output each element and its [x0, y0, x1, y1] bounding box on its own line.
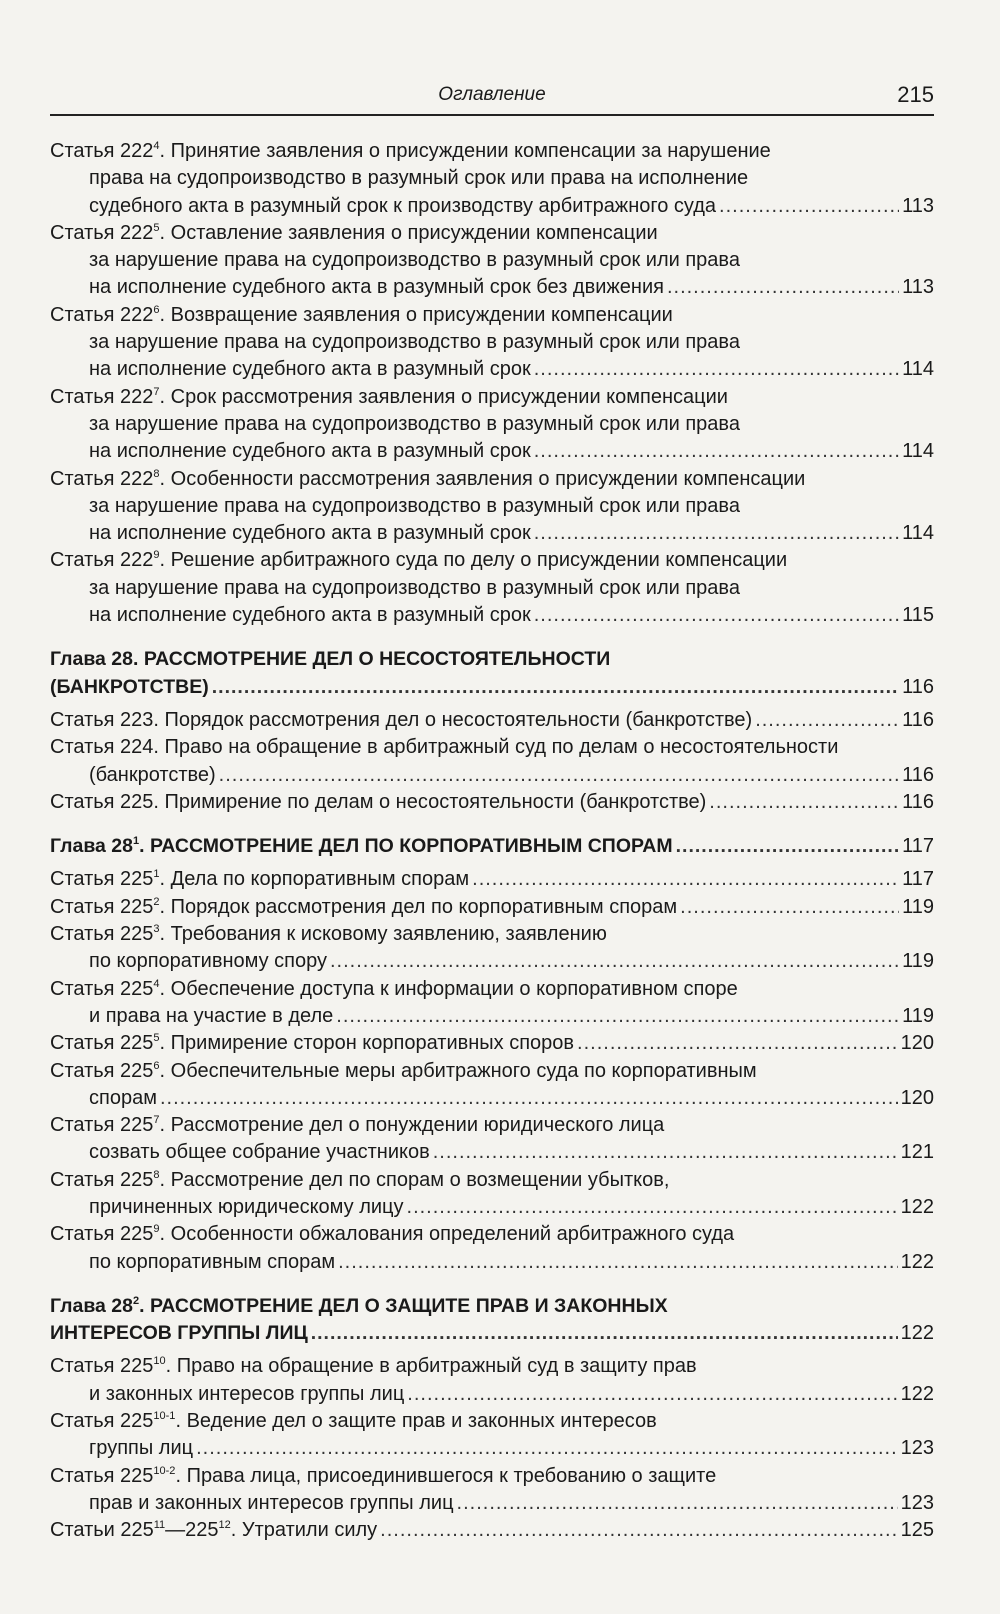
leader-dots	[676, 833, 899, 860]
toc-page-number: 125	[900, 1519, 934, 1542]
toc-page-number: 116	[902, 708, 934, 731]
toc-title: на исполнение судебного акта в разумный срок	[89, 522, 531, 545]
toc-chapter	[50, 833, 934, 860]
toc-entry	[50, 921, 934, 976]
toc-page-number: 113	[902, 276, 934, 299]
leader-dots	[680, 894, 899, 921]
toc-line	[50, 1139, 934, 1166]
toc-title: Срок рассмотрения заявления о присуждении компенсации	[170, 385, 728, 408]
toc-text	[89, 411, 740, 438]
toc-text: Статья $225^9$. Особенности обжалования определений арбитражного суда	[50, 1223, 735, 1246]
toc-superscript: 5	[153, 221, 160, 234]
toc-title: РАССМОТРЕНИЕ ДЕЛ О ЗАЩИТЕ ПРАВ И ЗАКОННЫХ	[149, 1294, 668, 1317]
toc-line	[50, 247, 934, 274]
toc-entry	[50, 384, 934, 466]
leader-dots	[336, 1003, 899, 1030]
toc-line	[50, 411, 934, 438]
toc-title: Оставление заявления о присуждении компенсации	[170, 221, 658, 244]
toc-prefix: Статья 222	[50, 303, 154, 326]
toc-text: Статья $222^8$. Особенности рассмотрения заявления о присуждении компенсации	[50, 467, 806, 490]
toc-title: за нарушение права на судопроизводство в разумный срок или права	[89, 576, 740, 599]
toc-entry	[50, 1167, 934, 1222]
toc-text: Статья $222^4$. Принятие заявления о присуждении компенсации за нарушение	[50, 140, 771, 162]
leader-dots	[219, 762, 899, 789]
toc-line	[50, 1167, 934, 1194]
toc-text: Статья $225^{10}$. Право на обращение в арбитражный суд в защиту прав	[50, 1355, 697, 1378]
toc-superscript: 8	[153, 1168, 160, 1181]
toc-prefix: Статьи 225	[50, 1519, 154, 1542]
toc-superscript: 10-1	[153, 1410, 176, 1423]
toc-prefix: Статья 222	[50, 385, 154, 408]
toc-text: Статья $225^7$. Рассмотрение дел о понуждении юридического лица	[50, 1114, 665, 1137]
toc-line	[50, 302, 934, 329]
toc-text	[50, 1320, 308, 1347]
leader-dots	[719, 193, 899, 220]
toc-text: Статья $225^4$. Обеспечение доступа к информации о корпоративном споре	[50, 977, 738, 1000]
toc-title: Возвращение заявления о присуждении компенсации	[170, 303, 673, 326]
toc-title: Обеспечительные меры арбитражного суда по корпоративным	[170, 1059, 757, 1082]
toc-title: на исполнение судебного акта в разумный срок без движения	[89, 276, 664, 299]
toc-line	[50, 220, 934, 247]
toc-text	[89, 1435, 193, 1462]
toc-title: Порядок рассмотрения дел по корпоративным спорам	[170, 895, 678, 918]
leader-dots	[667, 274, 899, 301]
toc-title: Рассмотрение дел о понуждении юридического лица	[170, 1114, 665, 1137]
toc-line	[50, 1030, 934, 1057]
toc-superscript: 12	[218, 1519, 231, 1532]
toc-superscript: 11	[153, 1519, 166, 1532]
toc-text	[89, 247, 740, 274]
toc-line	[50, 1085, 934, 1112]
toc-text	[50, 674, 209, 701]
toc-text: Статья $222^7$. Срок рассмотрения заявления о присуждении компенсации	[50, 385, 728, 408]
toc-line	[50, 384, 934, 411]
toc-title: на исполнение судебного акта в разумный срок	[89, 440, 531, 463]
toc-prefix: Статья 225	[50, 923, 154, 946]
toc-line	[50, 1249, 934, 1276]
toc-title: спорам	[89, 1086, 157, 1109]
leader-dots	[160, 1085, 898, 1112]
toc-title: РАССМОТРЕНИЕ ДЕЛ ПО КОРПОРАТИВНЫМ СПОРАМ	[149, 835, 673, 858]
toc-page-number: 114	[902, 440, 934, 463]
toc-text: Глава $28^1$. РАССМОТРЕНИЕ ДЕЛ ПО КОРПОРАТИВНЫМ СПОРАМ	[50, 835, 673, 858]
toc-entry	[50, 866, 934, 893]
toc-text: Статья 225$^{10-1}$. Ведение дел о защите прав и законных интересов	[50, 1410, 657, 1433]
toc-title: Примирение сторон корпоративных споров	[170, 1032, 575, 1055]
toc-text	[89, 329, 740, 356]
toc-superscript: 6	[153, 1059, 160, 1072]
toc-title: Право на обращение в арбитражный суд по делам о несостоятельности	[164, 736, 839, 759]
toc-line	[50, 438, 934, 465]
toc-title: судебного акта в разумный срок к производству арбитражного суда	[89, 194, 717, 217]
toc-superscript: 5	[153, 1032, 160, 1045]
toc-entry	[50, 1463, 934, 1518]
toc-title: на исполнение судебного акта в разумный срок	[89, 604, 531, 627]
toc-text: Статья $225^1$. Дела по корпоративным спорам	[50, 868, 470, 891]
toc-title: Особенности рассмотрения заявления о присуждении компенсации	[170, 467, 806, 490]
toc-text	[89, 193, 716, 220]
leader-dots	[534, 438, 899, 465]
leader-dots	[472, 866, 899, 893]
toc-prefix: Статья 225	[50, 977, 154, 1000]
toc-prefix: Статья 225	[50, 1114, 154, 1137]
toc-text	[89, 575, 740, 602]
toc-line	[50, 575, 934, 602]
toc-prefix: Статья 225	[50, 1168, 154, 1191]
toc-text: Статья 223. Порядок рассмотрения дел о несостоятельности (банкротстве)	[50, 708, 753, 731]
toc-title: за нарушение права на судопроизводство в разумный срок или права	[89, 249, 740, 272]
toc-line	[50, 1435, 934, 1462]
toc-text	[89, 165, 748, 192]
toc-text	[89, 1139, 430, 1166]
toc-line	[50, 894, 934, 921]
toc-text	[89, 1085, 157, 1112]
toc-page-number: 115	[902, 604, 934, 627]
toc-title: Принятие заявления о присуждении компенсации за нарушение	[170, 140, 771, 162]
toc-page-number: 117	[902, 835, 934, 858]
toc-page-number: 119	[902, 895, 934, 918]
toc-entry	[50, 734, 934, 789]
toc-text: Статьи $225^{11}—225^{12}$. Утратили силу	[50, 1519, 378, 1542]
toc-page-number: 121	[900, 1141, 934, 1164]
toc-line	[50, 1490, 934, 1517]
toc-prefix: Глава 28	[50, 835, 133, 858]
toc-entry	[50, 1221, 934, 1276]
leader-dots	[433, 1139, 898, 1166]
toc-line	[50, 734, 934, 761]
toc-superscript: 4	[153, 140, 160, 152]
toc-superscript: 9	[153, 1223, 160, 1236]
toc-title: Ведение дел о защите прав и законных интересов	[186, 1410, 657, 1433]
toc-page-number: 116	[902, 763, 934, 786]
toc-line	[50, 921, 934, 948]
toc-superscript: 7	[153, 1114, 160, 1127]
toc-prefix: Статья 224	[50, 736, 154, 759]
toc-line	[50, 1408, 934, 1435]
toc-entry	[50, 1408, 934, 1463]
toc-text: Статья $225^5$. Примирение сторон корпоративных споров	[50, 1032, 575, 1055]
toc-line	[50, 1463, 934, 1490]
toc-prefix: Глава 28	[50, 1294, 133, 1317]
toc-line	[50, 762, 934, 789]
toc-line	[50, 1381, 934, 1408]
toc-entry	[50, 1112, 934, 1167]
toc-title: Особенности обжалования определений арбитражного суда	[170, 1223, 735, 1246]
toc-page-number: 117	[902, 868, 934, 891]
toc-entry	[50, 220, 934, 302]
toc-line	[50, 1221, 934, 1248]
toc-text	[89, 948, 327, 975]
leader-dots	[407, 1194, 898, 1221]
toc-entry	[50, 138, 934, 220]
toc-line	[50, 138, 934, 165]
toc-line	[50, 674, 934, 701]
toc-chapter	[50, 1293, 934, 1348]
toc-superscript: 10-2	[153, 1464, 176, 1477]
toc-prefix-range: —225	[165, 1519, 219, 1542]
toc-line	[50, 1112, 934, 1139]
toc-prefix: Статья 222	[50, 221, 154, 244]
toc-text: Статья $222^9$. Решение арбитражного суда по делу о присуждении компенсации	[50, 549, 788, 572]
toc-title: Примирение по делам о несостоятельности (банкротстве)	[164, 790, 707, 813]
toc-text: Глава 28. РАССМОТРЕНИЕ ДЕЛ О НЕСОСТОЯТЕЛЬНОСТИ	[50, 648, 611, 671]
toc-text	[89, 1490, 454, 1517]
toc-title: Права лица, присоединившегося к требованию о защите	[186, 1464, 717, 1487]
toc-line	[50, 948, 934, 975]
toc-superscript: 1	[153, 868, 160, 881]
toc-page-number: 113	[902, 194, 934, 217]
toc-entry	[50, 789, 934, 816]
toc-line	[50, 547, 934, 574]
leader-dots	[755, 707, 899, 734]
toc-line	[50, 976, 934, 1003]
toc-page-number: 123	[900, 1437, 934, 1460]
toc-title: ИНТЕРЕСОВ ГРУППЫ ЛИЦ	[50, 1322, 308, 1345]
toc-prefix: Статья 225	[50, 1464, 154, 1487]
toc-entry	[50, 1058, 934, 1113]
toc-title: по корпоративным спорам	[89, 1250, 336, 1273]
toc-line	[50, 1058, 934, 1085]
toc-entry	[50, 707, 934, 734]
table-of-contents	[50, 138, 934, 1545]
toc-title: Рассмотрение дел по спорам о возмещении убытков,	[170, 1168, 670, 1191]
toc-title: (банкротстве)	[89, 763, 216, 786]
toc-text	[89, 493, 740, 520]
toc-text	[89, 520, 531, 547]
toc-text: Статья $225^8$. Рассмотрение дел по спорам о возмещении убытков,	[50, 1168, 670, 1191]
toc-prefix: Статья 225	[50, 790, 154, 813]
toc-entry	[50, 894, 934, 921]
toc-prefix: Статья 223	[50, 708, 154, 731]
toc-title: прав и законных интересов группы лиц	[89, 1491, 454, 1514]
toc-title: за нарушение права на судопроизводство в разумный срок или права	[89, 412, 740, 435]
toc-title: группы лиц	[89, 1437, 194, 1460]
toc-line	[50, 1353, 934, 1380]
toc-chapter	[50, 646, 934, 701]
leader-dots	[577, 1030, 898, 1057]
toc-prefix: Глава 28	[50, 648, 133, 671]
toc-superscript: 1	[133, 835, 140, 848]
toc-text	[89, 274, 664, 301]
leader-dots	[212, 674, 899, 701]
toc-line	[50, 866, 934, 893]
toc-line	[50, 356, 934, 383]
toc-title: Порядок рассмотрения дел о несостоятельности (банкротстве)	[164, 708, 753, 731]
toc-title: Дела по корпоративным спорам	[170, 868, 470, 891]
toc-page-number: 122	[900, 1322, 934, 1345]
toc-entry	[50, 976, 934, 1031]
toc-superscript: 6	[153, 303, 160, 316]
toc-title: за нарушение права на судопроизводство в разумный срок или права	[89, 494, 740, 517]
page-number: 215	[897, 82, 934, 107]
toc-page-number: 120	[900, 1032, 934, 1055]
toc-line	[50, 1293, 934, 1320]
leader-dots	[380, 1517, 897, 1544]
leader-dots	[534, 602, 899, 629]
toc-line	[50, 646, 934, 673]
toc-prefix: Статья 222	[50, 467, 154, 490]
toc-title: права на судопроизводство в разумный срок или права на исполнение	[89, 167, 749, 190]
toc-line	[50, 1320, 934, 1347]
toc-prefix: Статья 225	[50, 1410, 154, 1433]
toc-text	[89, 356, 531, 383]
toc-line	[50, 833, 934, 860]
page-title: Оглавление	[438, 84, 546, 105]
running-header	[50, 78, 934, 116]
toc-text: Статья $222^5$. Оставление заявления о присуждении компенсации	[50, 221, 658, 244]
toc-page-number: 116	[902, 790, 934, 813]
toc-title: на исполнение судебного акта в разумный срок	[89, 358, 531, 381]
toc-text: Статья 224. Право на обращение в арбитражный суд по делам о несостоятельности	[50, 736, 839, 759]
toc-prefix: Статья 222	[50, 140, 154, 162]
toc-line	[50, 602, 934, 629]
toc-text	[89, 1003, 333, 1030]
toc-page-number: 114	[902, 358, 934, 381]
toc-entry	[50, 466, 934, 548]
toc-page-number: 123	[900, 1491, 934, 1514]
toc-entry	[50, 302, 934, 384]
toc-text: Статья $222^6$. Возвращение заявления о присуждении компенсации	[50, 303, 673, 326]
toc-title: созвать общее собрание участников	[89, 1141, 430, 1164]
toc-title: Требования к исковому заявлению, заявлению	[170, 923, 607, 946]
leader-dots	[311, 1320, 898, 1347]
toc-prefix: Статья 225	[50, 868, 154, 891]
toc-entry	[50, 1353, 934, 1408]
toc-prefix: Статья 225	[50, 895, 154, 918]
toc-line	[50, 329, 934, 356]
toc-line	[50, 274, 934, 301]
toc-title: по корпоративному спору	[89, 950, 327, 973]
leader-dots	[457, 1490, 898, 1517]
toc-superscript: 10	[153, 1355, 166, 1368]
toc-text: Глава $28^2$. РАССМОТРЕНИЕ ДЕЛ О ЗАЩИТЕ ПРАВ И ЗАКОННЫХ	[50, 1294, 668, 1317]
toc-superscript: 9	[153, 549, 160, 562]
toc-title: и законных интересов группы лиц	[89, 1382, 405, 1405]
toc-text: Статья $225^2$. Порядок рассмотрения дел по корпоративным спорам	[50, 895, 678, 918]
toc-page-number: 114	[902, 522, 934, 545]
toc-entry	[50, 1517, 934, 1544]
leader-dots	[407, 1381, 897, 1408]
toc-title: причиненных юридическому лицу	[89, 1195, 404, 1218]
toc-title: Утратили силу	[241, 1519, 378, 1542]
toc-line	[50, 520, 934, 547]
toc-prefix: Статья 225	[50, 1059, 154, 1082]
leader-dots	[709, 789, 899, 816]
toc-text	[89, 1381, 404, 1408]
toc-title: Решение арбитражного суда по делу о присуждении компенсации	[170, 549, 788, 572]
toc-text: Статья $225^6$. Обеспечительные меры арбитражного суда по корпоративным	[50, 1059, 757, 1082]
toc-page-number: 122	[900, 1195, 934, 1218]
toc-entry	[50, 1030, 934, 1057]
toc-text	[89, 1249, 335, 1276]
toc-title: (БАНКРОТСТВЕ)	[50, 675, 209, 698]
toc-line	[50, 193, 934, 220]
toc-text: Статья $225^3$. Требования к исковому заявлению, заявлению	[50, 923, 607, 946]
toc-text	[89, 762, 216, 789]
toc-prefix: Статья 222	[50, 549, 154, 572]
toc-prefix: Статья 225	[50, 1032, 154, 1055]
toc-page-number: 120	[900, 1086, 934, 1109]
leader-dots	[330, 948, 899, 975]
toc-prefix: Статья 225	[50, 1223, 154, 1246]
toc-line	[50, 1003, 934, 1030]
toc-title: РАССМОТРЕНИЕ ДЕЛ О НЕСОСТОЯТЕЛЬНОСТИ	[143, 648, 611, 671]
leader-dots	[196, 1435, 898, 1462]
toc-text: Статья 225. Примирение по делам о несостоятельности (банкротстве)	[50, 790, 707, 813]
toc-title: Обеспечение доступа к информации о корпоративном споре	[170, 977, 738, 1000]
toc-superscript: 2	[153, 895, 160, 908]
leader-dots	[534, 520, 899, 547]
toc-title: Право на обращение в арбитражный суд в защиту прав	[176, 1355, 697, 1378]
toc-title: и права на участие в деле	[89, 1004, 334, 1027]
toc-line	[50, 165, 934, 192]
toc-entry	[50, 547, 934, 629]
toc-superscript: 3	[153, 923, 160, 936]
toc-page-number: 119	[902, 1004, 934, 1027]
toc-page-number: 119	[902, 950, 934, 973]
toc-text	[89, 1194, 404, 1221]
toc-line	[50, 1517, 934, 1544]
toc-superscript: 4	[153, 977, 160, 990]
toc-text: Статья 225$^{10-2}$. Права лица, присоединившегося к требованию о защите	[50, 1464, 717, 1487]
toc-text	[89, 438, 531, 465]
toc-line	[50, 466, 934, 493]
toc-title: за нарушение права на судопроизводство в разумный срок или права	[89, 331, 740, 354]
toc-line	[50, 493, 934, 520]
toc-superscript: 2	[133, 1294, 140, 1307]
toc-page-number: 122	[900, 1250, 934, 1273]
leader-dots	[534, 356, 899, 383]
leader-dots	[338, 1249, 898, 1276]
toc-page-number: 116	[902, 675, 934, 698]
toc-line	[50, 707, 934, 734]
toc-superscript: 8	[153, 467, 160, 480]
toc-line	[50, 1194, 934, 1221]
toc-page-number: 122	[900, 1382, 934, 1405]
toc-superscript: 7	[153, 385, 160, 398]
toc-text	[89, 602, 531, 629]
toc-prefix: Статья 225	[50, 1355, 154, 1378]
toc-line	[50, 789, 934, 816]
